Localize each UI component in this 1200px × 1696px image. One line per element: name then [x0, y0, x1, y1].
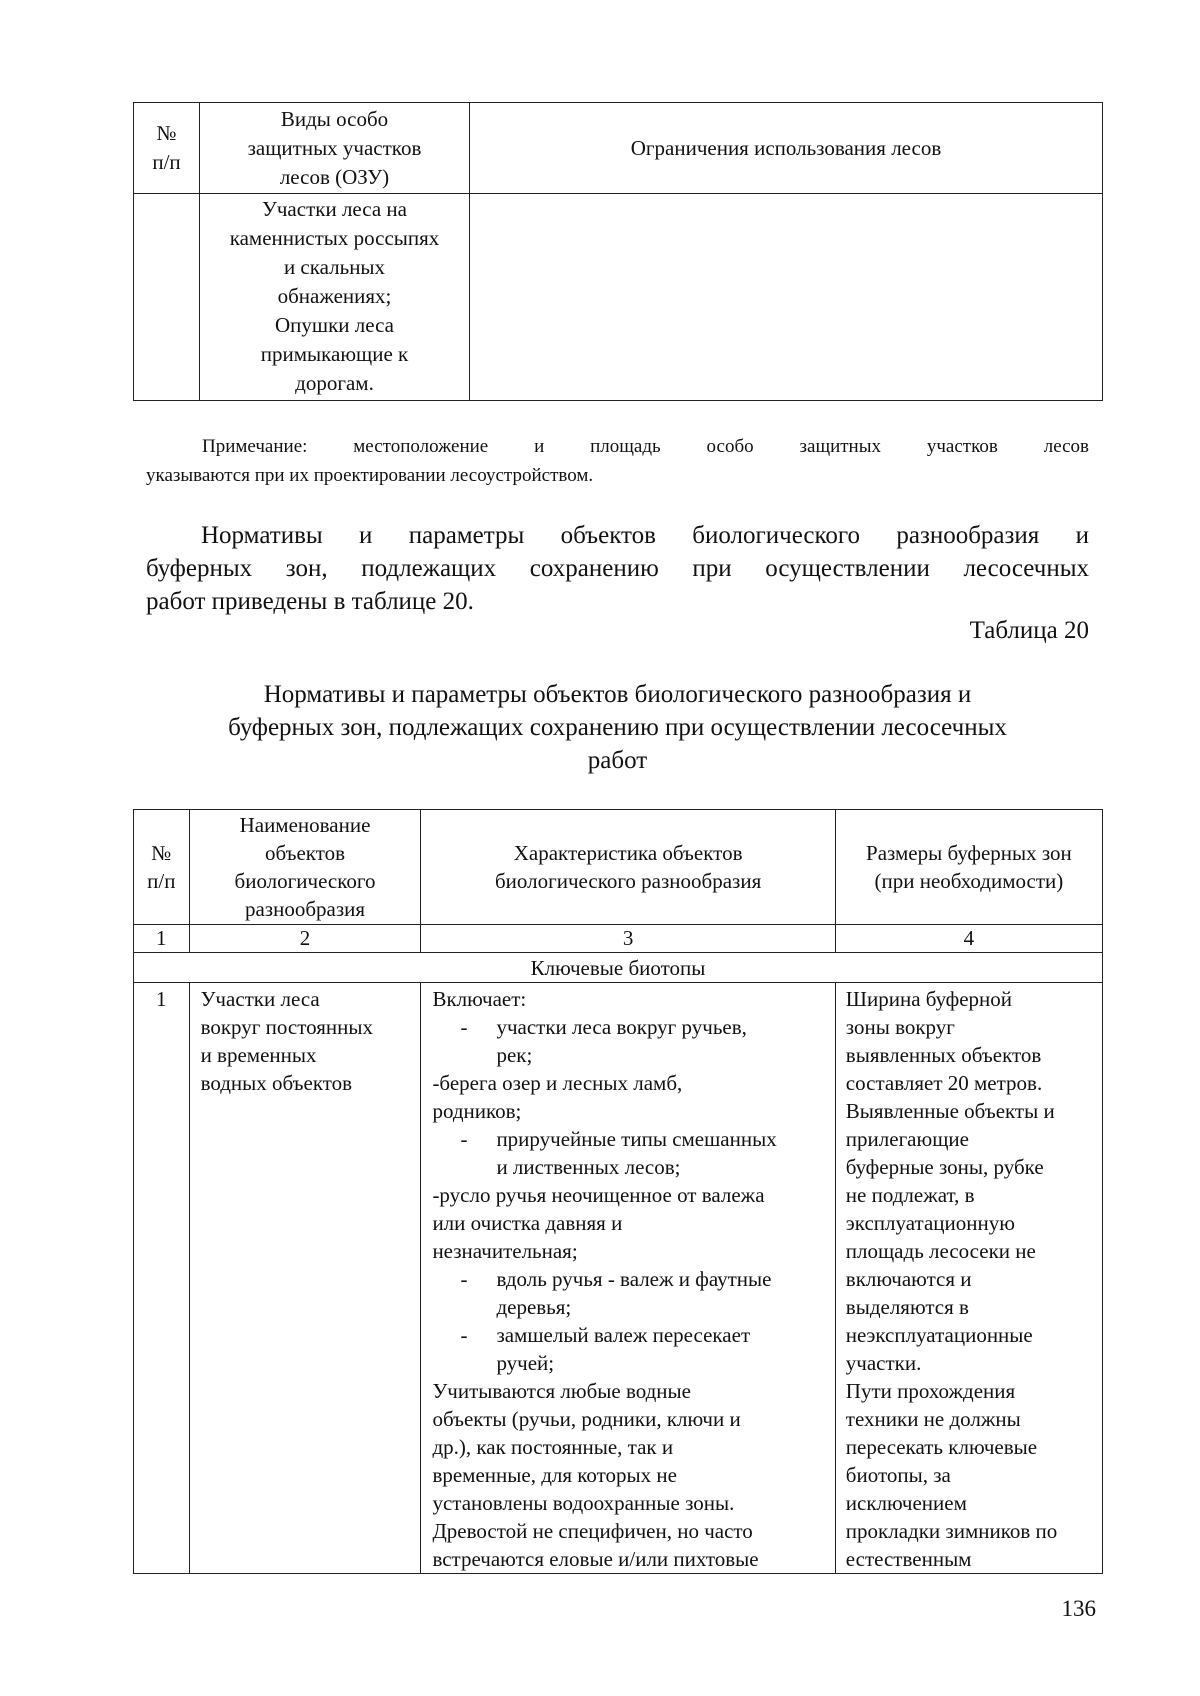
note: Примечание: местоположение и площадь особо защитных участков лесов указываются при их проектировании лесоустройством. [146, 436, 1089, 486]
column-number: 3 [421, 925, 835, 953]
dash-list-item: - вдоль ручья - валеж и фаутные [460, 1267, 772, 1291]
ozu-table [133, 102, 1103, 401]
body-paragraph: Нормативы и параметры объектов биологического разнообразия и буферных зон, подлежащих сохранению при осуществлении лесосечных работ приведены в таблице 20. [146, 522, 1089, 615]
header-characteristics: Характеристика объектов биологического разнообразия [421, 810, 835, 925]
table-row [134, 983, 1103, 1574]
column-number: 4 [835, 925, 1102, 953]
table-20 [133, 809, 1103, 1574]
header-ozu-types: Виды особо защитных участков лесов (ОЗУ) [200, 103, 470, 194]
dash-list-item: - участки леса вокруг ручьев, [460, 1015, 747, 1039]
header-object-name: Наименование объектов биологического разнообразия [189, 810, 421, 925]
table-title: Нормативы и параметры объектов биологического разнообразия и буферных зон, подлежащих сохранению при осуществлении лесосечных работ [228, 681, 1007, 774]
dash-list-item: - приручейные типы смешанных [460, 1127, 777, 1151]
cell-ozu-types: Участки леса на каменнистых россыпях и скальных обнажениях; Опушки леса примыкающие к дорогам. [200, 194, 470, 401]
cell-buffer-size: Ширина буферной зоны вокруг выявленных объектов составляет 20 метров. Выявленные объекты и прилегающие буферные зоны, рубке не подлежат, в эксплуатационную площадь лесосеки не включаются и выделяются в неэксплуатационные участки. Пути прохождения техники не должны пересекать ключевые биотопы, за исключением прокладки зимников по естественным [835, 983, 1102, 1574]
ozu-table-header [134, 103, 1103, 194]
cell-num [134, 194, 200, 401]
cell-characteristics: Включает: - участки леса вокруг ручьев, рек; -берега озер и лесных ламб, родников; - приручейные типы смешанных и лиственных лесов; -русло ручья неочищенное от валежа или очистка давняя и незначительная; - вдоль ручья - валеж и фаутные деревья; - замшелый валеж пересекает ручей; Учитываются любые водные объекты (ручьи, родники, ключи и др.), как постоянные, так и временные, для которых не установлены водоохранные зоны. Древостой не специфичен, но часто встречаются еловые и/или пихтовые [421, 983, 835, 1574]
dash-list-item: - замшелый валеж пересекает [460, 1323, 751, 1347]
section-title: Ключевые биотопы [134, 953, 1103, 983]
table-label: Таблица 20 [969, 617, 1089, 644]
header-num: № п/п [134, 103, 200, 194]
section-row [134, 953, 1103, 983]
table-20-header [134, 810, 1103, 925]
row-number: 1 [134, 983, 190, 1574]
column-number: 2 [189, 925, 421, 953]
column-numbers-row [134, 925, 1103, 953]
header-num: № п/п [134, 810, 190, 925]
header-limits: Ограничения использования лесов [470, 103, 1103, 194]
cell-limits [470, 194, 1103, 401]
cell-object-name: Участки леса вокруг постоянных и временных водных объектов [189, 983, 421, 1574]
header-buffer-size: Размеры буферных зон (при необходимости) [835, 810, 1102, 925]
page-number: 136 [1061, 1596, 1096, 1621]
column-number: 1 [134, 925, 190, 953]
table-row [134, 194, 1103, 401]
